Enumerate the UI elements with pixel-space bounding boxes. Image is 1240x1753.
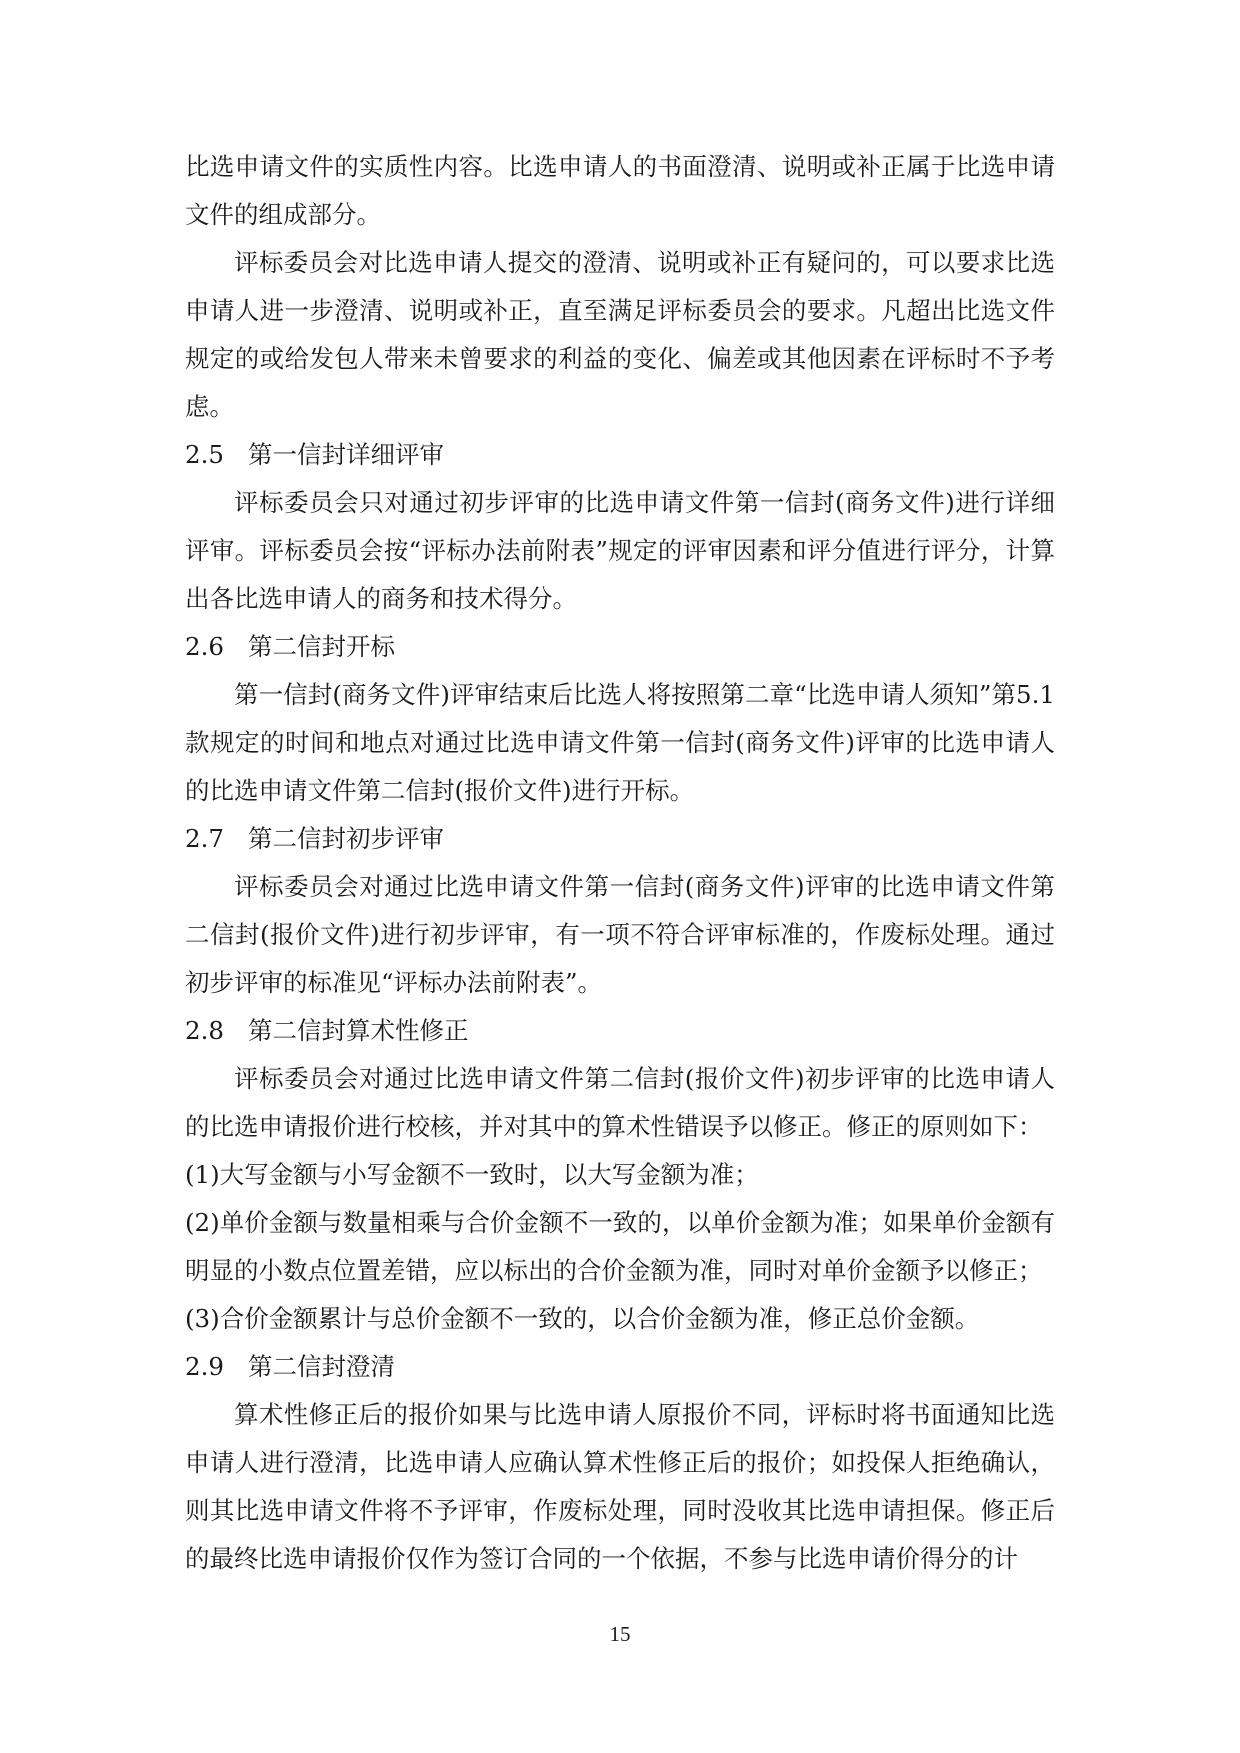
document-body <box>185 143 1055 1583</box>
section-heading-2-6 <box>185 623 1055 671</box>
section-number: 2.5 <box>185 440 224 469</box>
paragraph-bid-opening: 第一信封(商务文件)评审结束后比选人将按照第二章“比选申请人须知”第5.1 款规定的时间和地点对通过比选申请文件第一信封(商务文件)评审的比选申请人的比选申请文件第二信封(报价文件)进行开标。 <box>185 680 1055 805</box>
paragraph-clarification-query: 评标委员会对比选申请人提交的澄清、说明或补正有疑问的，可以要求比选申请人进一步澄清、说明或补正，直至满足评标委员会的要求。凡超出比选文件规定的或给发包人带来未曾要求的利益的变化、偏差或其他因素在评标时不予考虑。 <box>185 248 1055 421</box>
section-title: 第一信封详细评审 <box>247 440 444 469</box>
page-number: 15 <box>609 1622 631 1646</box>
paragraph-arithmetic-correction: 评标委员会对通过比选申请文件第二信封(报价文件)初步评审的比选申请人的比选申请报价进行校核，并对其中的算术性错误予以修正。修正的原则如下： <box>185 1064 1055 1141</box>
list-item-rule-3: (3)合价金额累计与总价金额不一致的，以合价金额为准，修正总价金额。 <box>185 1304 980 1333</box>
paragraph-preliminary-review: 评标委员会对通过比选申请文件第一信封(商务文件)评审的比选申请文件第二信封(报价文件)进行初步评审，有一项不符合评审标准的，作废标处理。通过初步评审的标准见“评标办法前附表”。 <box>185 872 1055 997</box>
paragraph-continuation: 比选申请文件的实质性内容。比选申请人的书面澄清、说明或补正属于比选申请文件的组成部分。 <box>185 152 1055 229</box>
section-heading-2-8 <box>185 1007 1055 1055</box>
list-item-rule-2: (2)单价金额与数量相乘与合价金额不一致的，以单价金额为准；如果单价金额有明显的小数点位置差错，应以标出的合价金额为准，同时对单价金额予以修正； <box>185 1208 1055 1285</box>
paragraph-second-envelope-clarification: 算术性修正后的报价如果与比选申请人原报价不同，评标时将书面通知比选申请人进行澄清，比选申请人应确认算术性修正后的报价；如投保人拒绝确认，则其比选申请文件将不予评审，作废标处理，同时没收其比选申请担保。修正后的最终比选申请报价仅作为签订合同的一个依据，不参与比选申请价得分的计 <box>185 1400 1055 1573</box>
section-heading-2-7 <box>185 815 1055 863</box>
section-title: 第二信封澄清 <box>247 1352 395 1381</box>
section-number: 2.7 <box>185 824 224 853</box>
section-heading-2-5 <box>185 431 1055 479</box>
section-number: 2.8 <box>185 1016 224 1045</box>
section-heading-2-9 <box>185 1343 1055 1391</box>
section-title: 第二信封开标 <box>247 632 395 661</box>
list-item-rule-1: (1)大写金额与小写金额不一致时，以大写金额为准； <box>185 1160 759 1189</box>
section-title: 第二信封初步评审 <box>247 824 444 853</box>
section-title: 第二信封算术性修正 <box>247 1016 469 1045</box>
paragraph-detailed-review: 评标委员会只对通过初步评审的比选申请文件第一信封(商务文件)进行详细评审。评标委员会按“评标办法前附表”规定的评审因素和评分值进行评分，计算出各比选申请人的商务和技术得分。 <box>185 488 1055 613</box>
section-number: 2.9 <box>185 1352 224 1381</box>
section-number: 2.6 <box>185 632 224 661</box>
